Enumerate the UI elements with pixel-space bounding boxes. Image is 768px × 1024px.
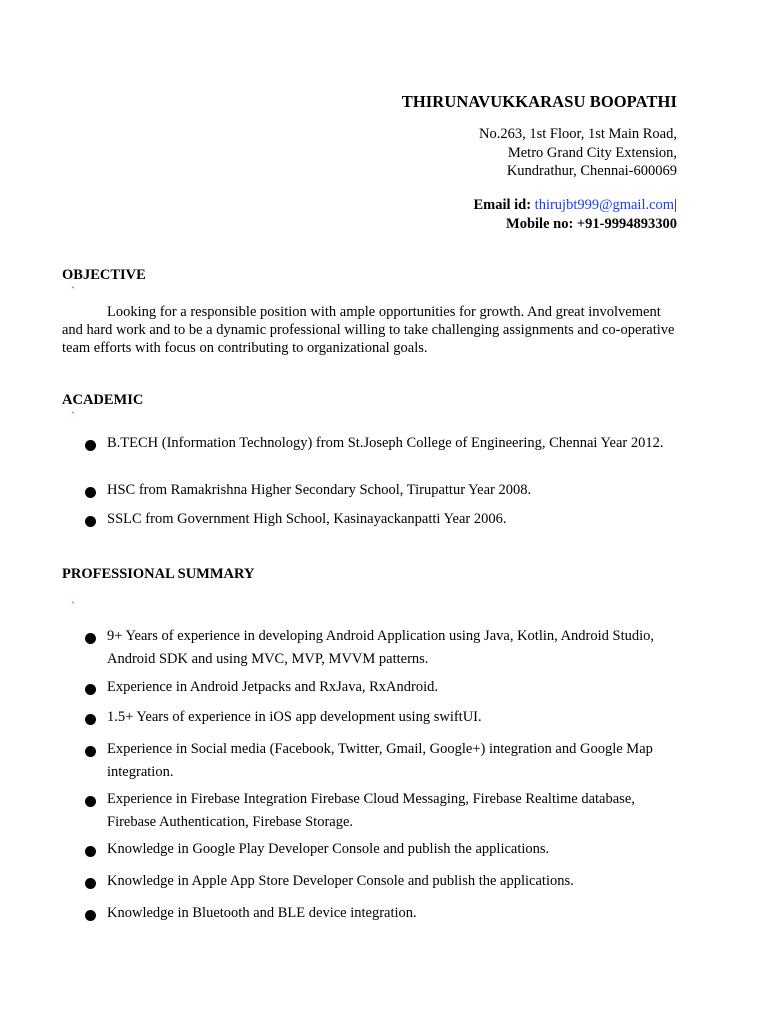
summary-item-text: Experience in Firebase Integration Firebase Cloud Messaging, Firebase Realtime database, Firebase Authentication, Firebase Storage. (107, 791, 635, 830)
bullet-icon (85, 714, 96, 725)
contact-block (473, 196, 677, 233)
summary-item-text: Knowledge in Apple App Store Developer Console and publish the applications. (107, 873, 574, 889)
email-link[interactable]: thirujbt999@gmail.com (534, 197, 675, 213)
address-line: Kundrathur, Chennai-600069 (506, 163, 677, 179)
address-line: Metro Grand City Extension, (507, 144, 677, 161)
summary-item-text: Experience in Social media (Facebook, Twitter, Gmail, Google+) integration and Google Map integration. (107, 741, 653, 780)
summary-item-text: 9+ Years of experience in developing Android Application using Java, Kotlin, Android Studio, Android SDK and using MVC, MVP, MVVM patterns. (107, 628, 655, 667)
candidate-name: THIRUNAVUKKARASU BOOPATHI (401, 92, 677, 111)
address-line: No.263, 1st Floor, 1st Main Road, (479, 126, 677, 142)
summary-item-text: Knowledge in Google Play Developer Console and publish the applications. (107, 841, 550, 857)
email-row (473, 196, 677, 215)
summary-item-text: Experience in Android Jetpacks and RxJava, RxAndroid. (107, 679, 439, 695)
summary-item-text: 1.5+ Years of experience in iOS app development using swiftUI. (107, 709, 482, 725)
academic-item-text: HSC from Ramakrishna Higher Secondary School, Tirupattur Year 2008. (107, 482, 532, 498)
academic-heading: ACADEMIC (62, 392, 144, 408)
bullet-icon (85, 846, 96, 857)
bullet-icon (85, 440, 96, 451)
email-label: Email id: (473, 197, 532, 213)
summary-item-text: Knowledge in Bluetooth and BLE device integration. (107, 905, 417, 921)
bullet-icon (85, 796, 96, 807)
bullet-icon (85, 487, 96, 498)
mobile-number: +91-9994893300 (576, 215, 677, 232)
objective-text: Looking for a responsible position with ample opportunities for growth. And great involvement and hard work and to be a dynamic professional willing to take challenging assignments and co-operative team efforts with focus on contributing to organizational goals. (62, 304, 675, 357)
academic-item-text: SSLC from Government High School, Kasinayackanpatti Year 2006. (107, 511, 507, 527)
address-block (479, 125, 677, 181)
bullet-icon (85, 746, 96, 757)
summary-heading: PROFESSIONAL SUMMARY (62, 566, 255, 582)
academic-mark: ` (71, 409, 75, 423)
mobile-row (473, 215, 677, 234)
bullet-icon (85, 878, 96, 889)
objective-heading: OBJECTIVE (62, 267, 146, 283)
mobile-label: Mobile no: (506, 215, 574, 232)
bullet-icon (85, 516, 96, 527)
academic-item-text: B.TECH (Information Technology) from St.Joseph College of Engineering, Chennai Year 2012. (107, 435, 664, 451)
bullet-icon (85, 910, 96, 921)
objective-mark: ` (71, 284, 75, 298)
email-suffix: | (674, 197, 677, 213)
summary-mark: ` (71, 599, 75, 613)
bullet-icon (85, 633, 96, 644)
bullet-icon (85, 684, 96, 695)
